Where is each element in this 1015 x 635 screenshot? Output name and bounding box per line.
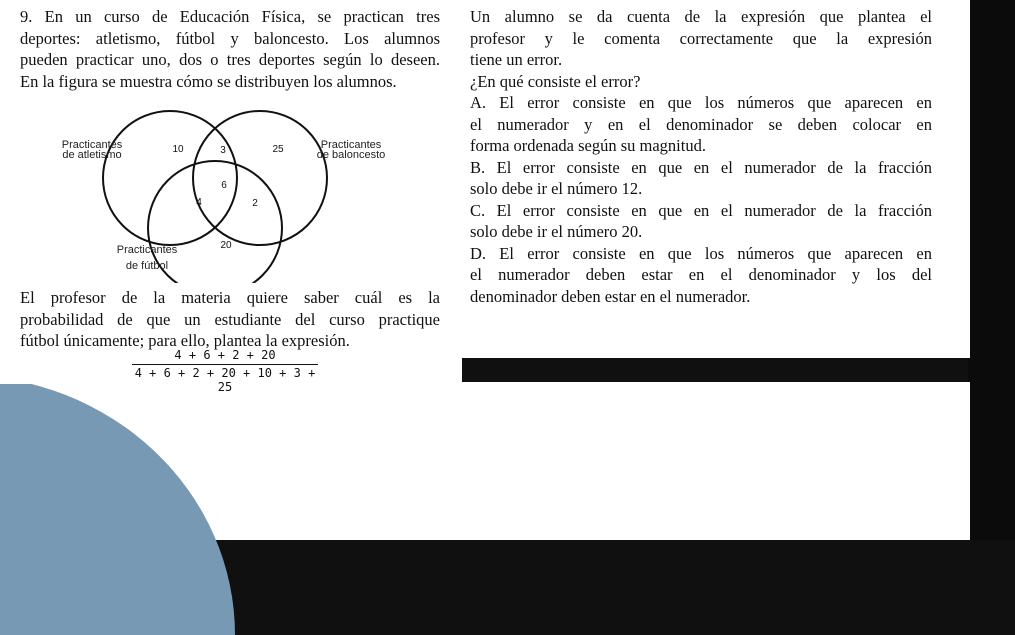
intro-line: En la figura se muestra cómo se distribuyen los alumnos.: [20, 71, 397, 91]
intro-line: pueden practicar uno, dos o tres deportes según lo deseen.: [20, 50, 440, 69]
football-label-line2: de fútbol: [125, 260, 169, 272]
region-all-three: 6: [221, 180, 227, 191]
question-intro: [20, 6, 440, 92]
right-dark-strip: [968, 0, 1015, 540]
option-d[interactable]: [470, 243, 932, 308]
option-line: A. El error consiste en que los números que aparecen en: [470, 93, 932, 112]
option-c[interactable]: [470, 200, 932, 243]
right-column: [470, 6, 932, 307]
teacher-line: El profesor de la materia quiere saber cuál es la: [20, 288, 440, 307]
option-line: B. El error consiste en que en el numerador de la fracción: [470, 157, 932, 177]
basketball-label-line2: de baloncesto: [316, 149, 386, 161]
option-line: el numerador deben estar en el denominador y los del: [470, 265, 932, 284]
option-line: el numerador y en el denominador se deben colocar en: [470, 114, 932, 134]
basketball-label-line1: Practicantes: [320, 139, 382, 151]
fraction-numerator: 4 + 6 + 2 + 20: [132, 348, 318, 365]
venn-diagram: [40, 108, 410, 283]
fraction-denominator: 4 + 6 + 2 + 20 + 10 + 3 + 25: [134, 366, 316, 394]
region-basketball-only: 25: [272, 144, 284, 155]
statement-line: tiene un error.: [470, 50, 563, 69]
region-football-only: 20: [220, 240, 232, 251]
region-basketball-football: 2: [252, 198, 258, 209]
teacher-statement: [20, 287, 440, 352]
option-a[interactable]: [470, 92, 932, 157]
error-question: ¿En qué consiste el error?: [470, 71, 641, 91]
option-line: denominador deben estar en el numerador.: [470, 286, 751, 306]
athletics-label-line1: Practicantes: [61, 139, 123, 151]
athletics-label-line2: de atletismo: [62, 149, 122, 161]
intro-line: 9. En un curso de Educación Física, se practican tres: [20, 7, 440, 26]
region-athletics-only: 10: [172, 144, 184, 155]
teacher-line: fútbol únicamente; para ello, plantea la expresión.: [20, 331, 350, 350]
region-athletics-basketball: 3: [220, 145, 226, 156]
statement-line: Un alumno se da cuenta de la expresión que plantea el: [470, 7, 932, 26]
teacher-line: probabilidad de que un estudiante del curso practique: [20, 309, 440, 329]
region-athletics-football: 4: [196, 197, 202, 208]
option-line: forma ordenada según su magnitud.: [470, 136, 706, 155]
probability-expression: [132, 348, 318, 394]
option-line: solo debe ir el número 12.: [470, 179, 643, 198]
option-line: solo debe ir el número 20.: [470, 222, 643, 241]
option-line: D. El error consiste en que los números que aparecen en: [470, 243, 932, 263]
football-label-line1: Practicantes: [116, 244, 178, 256]
option-line: C. El error consiste en que en el numerador de la fracción: [470, 200, 932, 220]
intro-line: deportes: atletismo, fútbol y baloncesto. Los alumnos: [20, 28, 440, 48]
option-b[interactable]: [470, 157, 932, 200]
statement-line: profesor y le comenta correctamente que la expresión: [470, 28, 932, 48]
